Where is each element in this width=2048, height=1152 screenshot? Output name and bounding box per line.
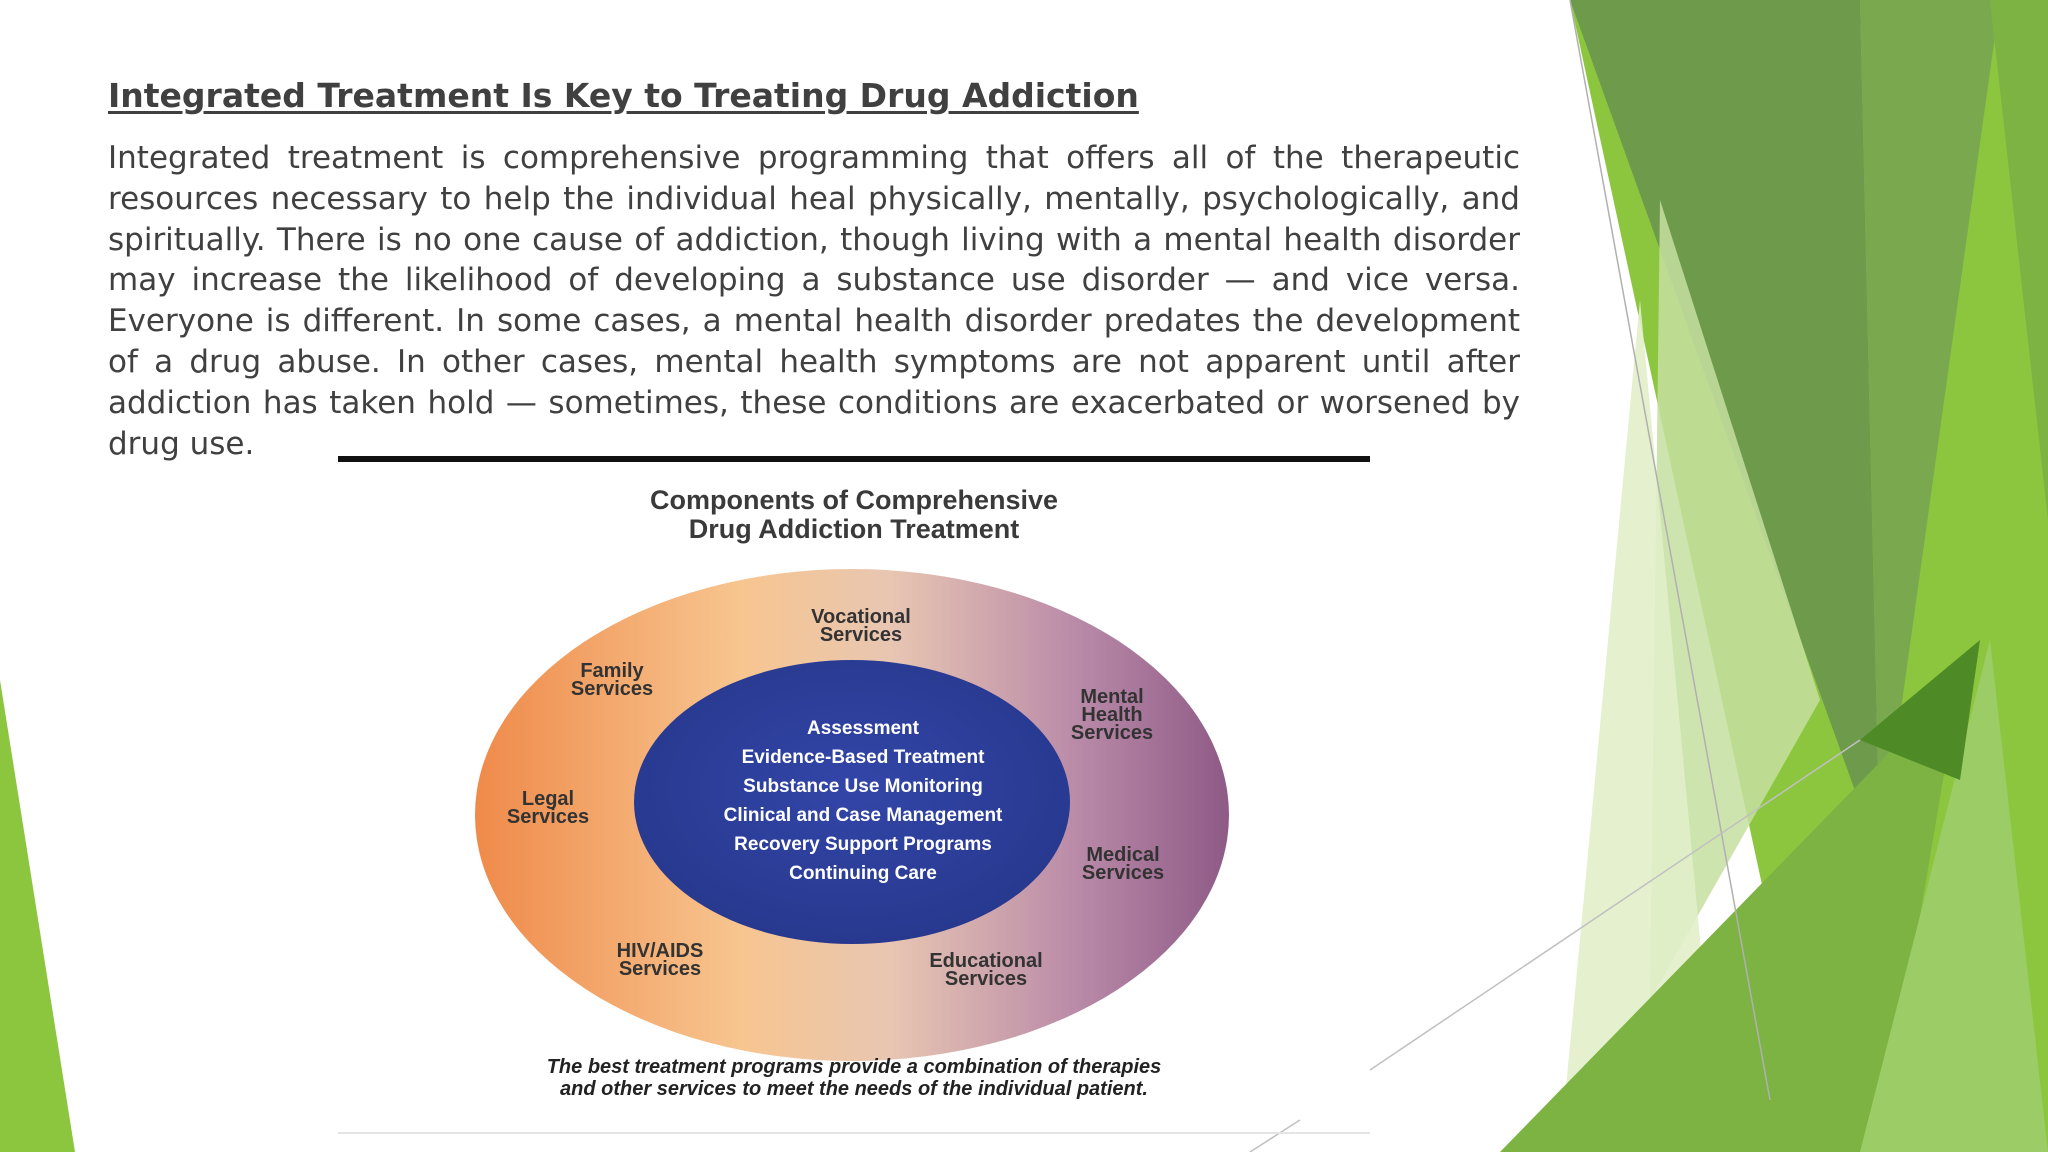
vocational-services-label: Vocational Services — [811, 606, 911, 646]
core-component-item: Clinical and Case Management — [723, 805, 1003, 826]
core-components-list — [648, 714, 1078, 888]
slide-title: Integrated Treatment Is Key to Treating Drug Addiction — [108, 76, 1139, 115]
legal-services-label: Legal Services — [506, 788, 590, 828]
mental-health-services-label: Mental Health Services — [1070, 686, 1154, 744]
core-component-item: Recovery Support Programs — [734, 834, 992, 855]
hiv-aids-services-label: HIV/AIDS Services — [616, 940, 704, 980]
slide-body-text: Integrated treatment is comprehensive programming that offers all of the therapeutic resources necessary to help the individual heal physically, mentally, psychologically, and spiritually. There is no one cause of addiction, though living with a mental health disorder may increase the likelihood of developing a substance use disorder — and vice versa. Everyone is different. In some cases, a mental health disorder predates the development of a drug abuse. In other cases, mental health symptoms are not apparent until after addiction has taken hold — sometimes, these conditions are exacerbated or worsened by drug use. — [108, 140, 1520, 462]
core-component-item: Assessment — [807, 718, 919, 739]
core-component-item: Continuing Care — [789, 863, 937, 884]
family-services-label: Family Services — [570, 660, 654, 700]
educational-services-label: Educational Services — [929, 950, 1043, 990]
figure-title-line-1: Components of Comprehensive — [649, 485, 1059, 515]
core-component-item: Substance Use Monitoring — [743, 776, 983, 797]
figure-caption: The best treatment programs provide a combination of therapies and other services to meet the needs of the individual patient. — [546, 1056, 1162, 1100]
treatment-components-figure — [338, 456, 1370, 1136]
core-component-item: Evidence-Based Treatment — [741, 747, 985, 768]
medical-services-label: Medical Services — [1081, 844, 1165, 884]
figure-title-line-2: Drug Addiction Treatment — [688, 514, 1020, 544]
